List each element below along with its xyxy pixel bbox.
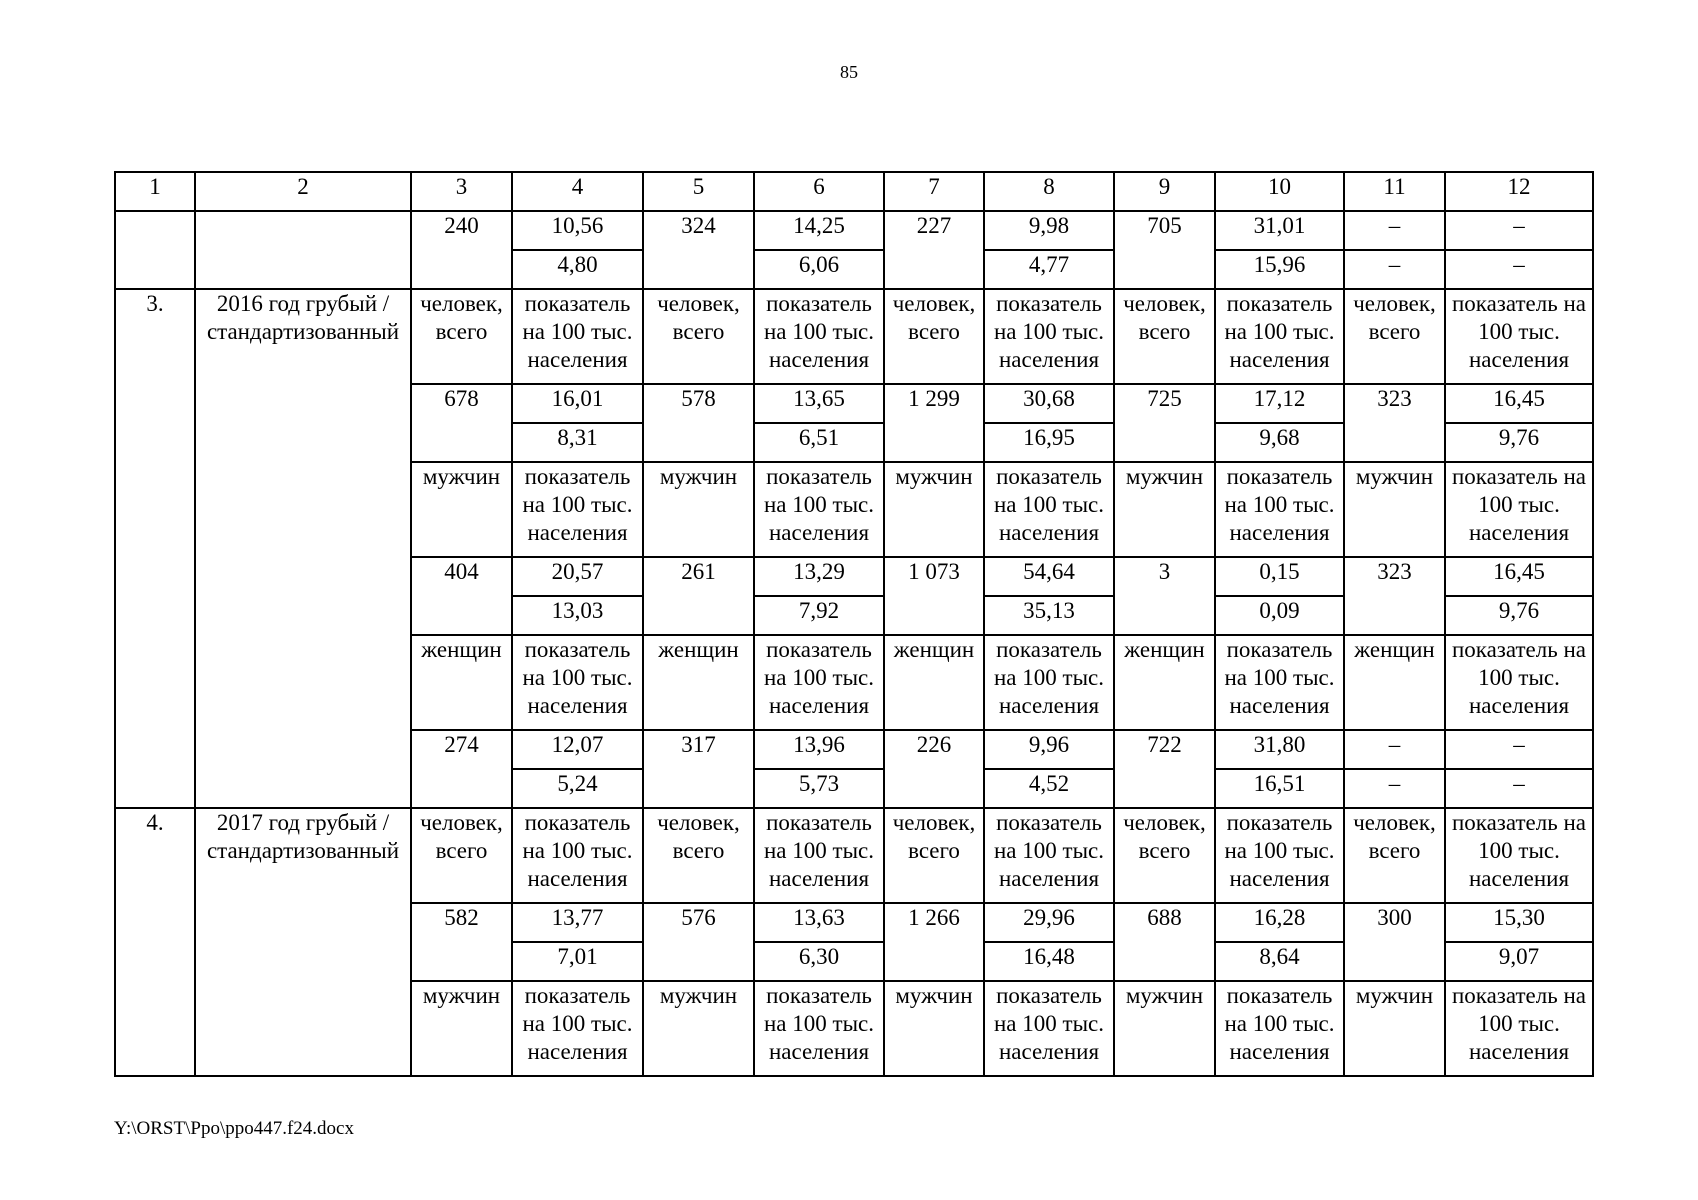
label-cell: показатель на 100 тыс. населения bbox=[512, 635, 643, 730]
header-row bbox=[115, 172, 1593, 211]
header-cell: 10 bbox=[1215, 172, 1344, 211]
rate-std-cell: 7,01 bbox=[512, 942, 643, 981]
page-number: 85 bbox=[840, 62, 858, 82]
rate-crude-cell: 13,77 bbox=[512, 903, 643, 942]
rate-std-cell: 16,51 bbox=[1215, 769, 1344, 808]
rate-std-cell: 16,48 bbox=[984, 942, 1114, 981]
label-cell: человек, всего bbox=[1344, 808, 1445, 903]
rate-crude-cell: 31,01 bbox=[1215, 211, 1344, 250]
rate-crude-cell: 9,98 bbox=[984, 211, 1114, 250]
label-cell: мужчин bbox=[643, 981, 754, 1076]
label-cell: показатель на 100 тыс. населения bbox=[984, 462, 1114, 557]
header-cell: 5 bbox=[643, 172, 754, 211]
count-cell: 1 299 bbox=[884, 384, 984, 462]
label-cell: человек, всего bbox=[643, 808, 754, 903]
count-cell: 576 bbox=[643, 903, 754, 981]
label-cell: человек, всего bbox=[1114, 808, 1215, 903]
rate-crude-cell: 0,15 bbox=[1215, 557, 1344, 596]
rate-std-cell: 4,77 bbox=[984, 250, 1114, 289]
table-row bbox=[115, 211, 1593, 250]
label-cell: показатель на 100 тыс. населения bbox=[512, 462, 643, 557]
rate-crude-cell: 13,96 bbox=[754, 730, 884, 769]
dash-cell: – bbox=[1445, 769, 1593, 808]
rate-std-cell: 9,76 bbox=[1445, 423, 1593, 462]
label-cell: мужчин bbox=[643, 462, 754, 557]
section-title: 2016 год грубый / стандартизованный bbox=[195, 289, 411, 808]
header-cell: 3 bbox=[411, 172, 512, 211]
label-cell: женщин bbox=[643, 635, 754, 730]
label-cell: показатель на 100 тыс. населения bbox=[984, 635, 1114, 730]
label-cell: показатель на 100 тыс. населения bbox=[754, 462, 884, 557]
section-title: 2017 год грубый / стандартизованный bbox=[195, 808, 411, 1076]
rate-std-cell: 6,51 bbox=[754, 423, 884, 462]
rate-std-cell: 9,07 bbox=[1445, 942, 1593, 981]
dash-cell: – bbox=[1344, 769, 1445, 808]
count-cell: 404 bbox=[411, 557, 512, 635]
label-cell: человек, всего bbox=[1344, 289, 1445, 384]
rate-crude-cell: 16,01 bbox=[512, 384, 643, 423]
header-cell: 12 bbox=[1445, 172, 1593, 211]
label-cell: мужчин bbox=[411, 981, 512, 1076]
rate-crude-cell: 30,68 bbox=[984, 384, 1114, 423]
label-cell: показатель на 100 тыс. населения bbox=[1445, 981, 1593, 1076]
rate-crude-cell: 9,96 bbox=[984, 730, 1114, 769]
rate-crude-cell: 29,96 bbox=[984, 903, 1114, 942]
count-cell: 3 bbox=[1114, 557, 1215, 635]
label-cell: показатель на 100 тыс. населения bbox=[984, 289, 1114, 384]
count-cell: 261 bbox=[643, 557, 754, 635]
label-cell: мужчин bbox=[884, 981, 984, 1076]
rate-std-cell: 7,92 bbox=[754, 596, 884, 635]
label-cell: показатель на 100 тыс. населения bbox=[1445, 289, 1593, 384]
label-cell: показатель на 100 тыс. населения bbox=[1215, 981, 1344, 1076]
rate-crude-cell: 13,63 bbox=[754, 903, 884, 942]
rate-std-cell: 13,03 bbox=[512, 596, 643, 635]
label-cell: показатель на 100 тыс. населения bbox=[512, 981, 643, 1076]
rate-std-cell: 8,31 bbox=[512, 423, 643, 462]
label-cell: человек, всего bbox=[1114, 289, 1215, 384]
label-cell: женщин bbox=[1344, 635, 1445, 730]
count-cell: 323 bbox=[1344, 557, 1445, 635]
label-cell: мужчин bbox=[1114, 462, 1215, 557]
count-cell: 274 bbox=[411, 730, 512, 808]
label-cell: женщин bbox=[411, 635, 512, 730]
rate-crude-cell: 10,56 bbox=[512, 211, 643, 250]
label-cell: человек, всего bbox=[884, 289, 984, 384]
label-cell: мужчин bbox=[411, 462, 512, 557]
count-cell: 1 073 bbox=[884, 557, 984, 635]
rate-crude-cell: 12,07 bbox=[512, 730, 643, 769]
header-cell: 2 bbox=[195, 172, 411, 211]
rate-crude-cell: 31,80 bbox=[1215, 730, 1344, 769]
section-number: 3. bbox=[115, 289, 195, 808]
label-cell: показатель на 100 тыс. населения bbox=[754, 981, 884, 1076]
label-cell: мужчин bbox=[1344, 981, 1445, 1076]
label-cell: показатель на 100 тыс. населения bbox=[984, 808, 1114, 903]
count-cell: 1 266 bbox=[884, 903, 984, 981]
header-cell: 4 bbox=[512, 172, 643, 211]
rate-crude-cell: 20,57 bbox=[512, 557, 643, 596]
count-cell: 725 bbox=[1114, 384, 1215, 462]
label-cell: показатель на 100 тыс. населения bbox=[1445, 808, 1593, 903]
label-cell: показатель на 100 тыс. населения bbox=[984, 981, 1114, 1076]
label-cell: мужчин bbox=[884, 462, 984, 557]
count-cell: 240 bbox=[411, 211, 512, 289]
label-cell: мужчин bbox=[1114, 981, 1215, 1076]
label-cell: показатель на 100 тыс. населения bbox=[1215, 462, 1344, 557]
header-cell: 6 bbox=[754, 172, 884, 211]
count-cell: 300 bbox=[1344, 903, 1445, 981]
dash-cell: – bbox=[1445, 730, 1593, 769]
label-cell: показатель на 100 тыс. населения bbox=[1215, 635, 1344, 730]
rate-std-cell: 6,06 bbox=[754, 250, 884, 289]
footer-file-path: Y:\ORST\Ppo\ppo447.f24.docx bbox=[114, 1118, 354, 1139]
header-cell: 9 bbox=[1114, 172, 1215, 211]
rate-std-cell: 9,76 bbox=[1445, 596, 1593, 635]
rate-std-cell: 4,52 bbox=[984, 769, 1114, 808]
dash-cell: – bbox=[1445, 211, 1593, 250]
count-cell: 324 bbox=[643, 211, 754, 289]
count-cell: 678 bbox=[411, 384, 512, 462]
header-cell: 8 bbox=[984, 172, 1114, 211]
count-cell: 226 bbox=[884, 730, 984, 808]
label-cell: показатель на 100 тыс. населения bbox=[754, 635, 884, 730]
count-cell: 317 bbox=[643, 730, 754, 808]
rate-std-cell: 15,96 bbox=[1215, 250, 1344, 289]
dash-cell: – bbox=[1344, 730, 1445, 769]
label-cell: человек, всего bbox=[884, 808, 984, 903]
rate-crude-cell: 16,28 bbox=[1215, 903, 1344, 942]
label-cell: показатель на 100 тыс. населения bbox=[1215, 289, 1344, 384]
label-cell: показатель на 100 тыс. населения bbox=[1215, 808, 1344, 903]
dash-cell: – bbox=[1344, 211, 1445, 250]
rate-crude-cell: 16,45 bbox=[1445, 384, 1593, 423]
dash-cell: – bbox=[1445, 250, 1593, 289]
label-cell: человек, всего bbox=[643, 289, 754, 384]
count-cell: 688 bbox=[1114, 903, 1215, 981]
header-cell: 7 bbox=[884, 172, 984, 211]
label-cell: женщин bbox=[884, 635, 984, 730]
count-cell: 578 bbox=[643, 384, 754, 462]
label-cell: показатель на 100 тыс. населения bbox=[512, 808, 643, 903]
label-cell: женщин bbox=[1114, 635, 1215, 730]
label-cell: показатель на 100 тыс. населения bbox=[754, 289, 884, 384]
rate-std-cell: 4,80 bbox=[512, 250, 643, 289]
rate-crude-cell: 14,25 bbox=[754, 211, 884, 250]
rate-crude-cell: 17,12 bbox=[1215, 384, 1344, 423]
count-cell: 582 bbox=[411, 903, 512, 981]
rate-crude-cell: 15,30 bbox=[1445, 903, 1593, 942]
empty-cell bbox=[115, 211, 195, 289]
empty-cell bbox=[195, 211, 411, 289]
label-cell: человек, всего bbox=[411, 289, 512, 384]
count-cell: 722 bbox=[1114, 730, 1215, 808]
label-cell: показатель на 100 тыс. населения bbox=[512, 289, 643, 384]
dash-cell: – bbox=[1344, 250, 1445, 289]
count-cell: 705 bbox=[1114, 211, 1215, 289]
rate-std-cell: 6,30 bbox=[754, 942, 884, 981]
rate-std-cell: 16,95 bbox=[984, 423, 1114, 462]
header-cell: 1 bbox=[115, 172, 195, 211]
header-cell: 11 bbox=[1344, 172, 1445, 211]
rate-crude-cell: 13,65 bbox=[754, 384, 884, 423]
label-cell: мужчин bbox=[1344, 462, 1445, 557]
count-cell: 227 bbox=[884, 211, 984, 289]
rate-std-cell: 8,64 bbox=[1215, 942, 1344, 981]
rate-crude-cell: 54,64 bbox=[984, 557, 1114, 596]
label-cell: показатель на 100 тыс. населения bbox=[1445, 635, 1593, 730]
rate-std-cell: 0,09 bbox=[1215, 596, 1344, 635]
label-row bbox=[115, 808, 1593, 903]
rate-std-cell: 35,13 bbox=[984, 596, 1114, 635]
rate-std-cell: 5,73 bbox=[754, 769, 884, 808]
label-cell: человек, всего bbox=[411, 808, 512, 903]
rate-crude-cell: 16,45 bbox=[1445, 557, 1593, 596]
section-number: 4. bbox=[115, 808, 195, 1076]
count-cell: 323 bbox=[1344, 384, 1445, 462]
rate-crude-cell: 13,29 bbox=[754, 557, 884, 596]
statistics-table bbox=[114, 171, 1594, 1077]
rate-std-cell: 5,24 bbox=[512, 769, 643, 808]
label-cell: показатель на 100 тыс. населения bbox=[1445, 462, 1593, 557]
rate-std-cell: 9,68 bbox=[1215, 423, 1344, 462]
label-cell: показатель на 100 тыс. населения bbox=[754, 808, 884, 903]
label-row bbox=[115, 289, 1593, 384]
